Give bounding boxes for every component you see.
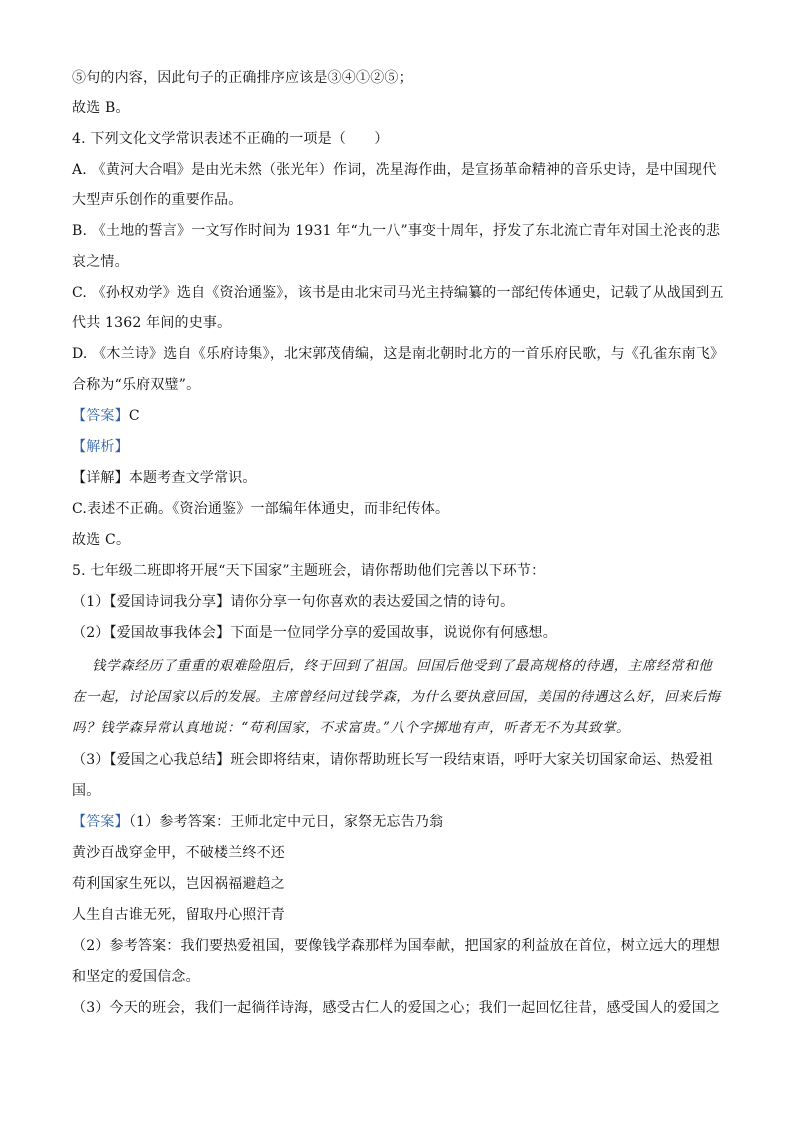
answer-5-part2: （2）参考答案：我们要热爱祖国，要像钱学森那样为国奉献，把国家的利益放在首位，树立远大的理想 — [72, 938, 721, 954]
option-d-cont: 合称为“乐府双璧”。 — [72, 377, 201, 393]
item-3 — [72, 750, 722, 770]
conclusion-line: 故选 C。 — [72, 532, 131, 548]
analysis-tag: 【解析】 — [72, 439, 129, 455]
answer-text: C — [128, 408, 140, 424]
story-line: 钱学森经历了重重的艰难险阻后，终于回到了祖国。回国后他受到了最高规格的待遇，主席经常和他 — [92, 658, 713, 674]
answer-tag: 【答案】 — [72, 408, 129, 424]
option-d: D. 《木兰诗》选自《乐府诗集》，北宋郭茂倩编，这是南北朝时北方的一首乐府民歌，与《孔雀东南飞》 — [72, 346, 725, 362]
story-line: 在一起，讨论国家以后的发展。主席曾经问过钱学森，为什么要执意回国，美国的待遇这么好，回来后悔 — [72, 689, 721, 705]
text-line: 故选 B。 — [72, 100, 130, 116]
answer-4 — [72, 406, 722, 426]
item-text: 下面是一位同学分享的爱国故事，说说你有何感想。 — [230, 625, 557, 641]
poem-line: 人生自古谁无死，留取丹心照汗青 — [72, 907, 285, 923]
answer-5 — [72, 812, 722, 832]
explanation-line: C.表述不正确。《资治通鉴》一部编年体通史，而非纪传体。 — [72, 501, 450, 517]
detail-tag: 【详解】 — [72, 470, 129, 486]
answer-tag: 【答案】 — [72, 814, 129, 830]
item-tag: 【爱国故事我体会】 — [109, 625, 231, 641]
option-b-cont: 哀之情。 — [72, 254, 129, 270]
detail-4 — [72, 468, 722, 488]
item-text: 班会即将结束，请你帮助班长写一段结束语，呼吁大家关切国家命运、热爱祖 — [230, 752, 714, 768]
question-4-stem: 4. 下列文化文学常识表述不正确的一项是（ ） — [72, 131, 389, 147]
story-line: 吗？钱学森异常认真地说：“苟利国家，不求富贵。”八个字掷地有声，听者无不为其致掌。 — [72, 720, 631, 736]
item-2 — [72, 623, 722, 643]
answer-5-part3: （3）今天的班会，我们一起徜徉诗海，感受古仁人的爱国之心；我们一起回忆往昔，感受国人的爱国之 — [72, 1000, 721, 1016]
item-1 — [72, 592, 722, 612]
option-a: A. 《黄河大合唱》是由光未然（张光年）作词，冼星海作曲，是宣扬革命精神的音乐史诗，是中国现代 — [72, 162, 717, 178]
item-tag: 【爱国诗词我分享】 — [109, 594, 231, 610]
detail-text: 本题考查文学常识。 — [128, 470, 257, 486]
analysis-4 — [72, 437, 722, 457]
item-tag: 【爱国之心我总结】 — [109, 752, 231, 768]
item-num: （2） — [72, 625, 110, 641]
poem-line: 黄沙百战穿金甲，不破楼兰终不还 — [72, 845, 285, 861]
item-text: 请你分享一句你喜欢的表达爱国之情的诗句。 — [230, 594, 515, 610]
poem-line: 苟利国家生死以，岂因祸福避趋之 — [72, 876, 285, 892]
option-c: C. 《孙权劝学》选自《资治通鉴》，该书是由北宋司马光主持编纂的一部纪传体通史，记载了从战国到五 — [72, 285, 724, 301]
item-num: （1） — [72, 594, 110, 610]
question-5-stem: 5. 七年级二班即将开展“天下国家”主题班会，请你帮助他们完善以下环节： — [72, 563, 546, 579]
option-c-cont: 代共 1362 年间的史事。 — [72, 315, 232, 331]
answer-text: （1）参考答案：王师北定中元日，家祭无忘告乃翁 — [128, 814, 444, 830]
option-b: B. 《土地的誓言》一文写作时间为 1931 年“九一八”事变十周年，抒发了东北流亡青年对国土沦丧的悲 — [72, 223, 721, 239]
text-line: ⑤句的内容，因此句子的正确排序应该是③④①②⑤； — [72, 70, 413, 86]
item-num: （3） — [72, 752, 110, 768]
item-3-cont: 国。 — [72, 783, 101, 799]
option-a-cont: 大型声乐创作的重要作品。 — [72, 192, 243, 208]
answer-5-part2-cont: 和坚定的爱国信念。 — [72, 969, 200, 985]
